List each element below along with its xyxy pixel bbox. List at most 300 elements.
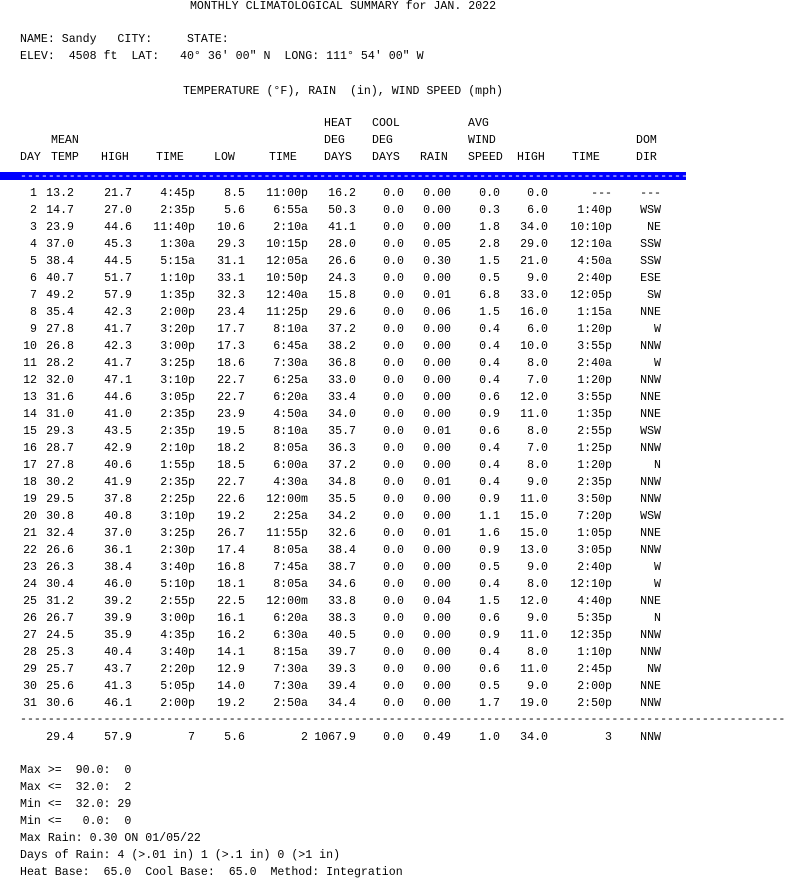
cell-avg-wind-speed: 0.4 [479,340,500,353]
cell-wind-high-time: 3:55p [577,340,612,353]
cell-low-time: 4:50a [273,408,308,421]
header-cool-deg-days: COOL [372,117,400,130]
cell-cool-deg-days: 0.0 [383,646,404,659]
cell-low-temp: 5.6 [224,204,245,217]
cell-mean-temp: 32.4 [46,527,74,540]
cell-dom-dir: NW [647,663,661,676]
cell-avg-wind-speed: 2.8 [479,238,500,251]
cell-day: 29 [23,663,37,676]
header-avg-wind-speed: AVG [468,117,489,130]
cell-heat-deg-days: 38.4 [328,544,356,557]
cell-avg-wind-speed: 0.5 [479,272,500,285]
cell-avg-wind-speed: 0.9 [479,544,500,557]
cell-rain: 0.05 [423,238,451,251]
cell-high-time: 1:35p [160,289,195,302]
cell-mean-temp: 25.7 [46,663,74,676]
cell-mean-temp: 26.8 [46,340,74,353]
cell-wind-high-time: 1:20p [577,459,612,472]
cell-rain: 0.00 [423,272,451,285]
cell-avg-wind-speed: 1.1 [479,510,500,523]
cell-heat-deg-days: 33.0 [328,374,356,387]
cell-high-time: 3:05p [160,391,195,404]
cell-avg-wind-speed: 0.4 [479,646,500,659]
cell-heat-deg-days: 34.6 [328,578,356,591]
cell-heat-deg-days: 38.2 [328,340,356,353]
cell-avg-wind-speed: 1.5 [479,255,500,268]
cell-wind-high-time: 7:20p [577,510,612,523]
summary-line: Min <= 32.0: 29 [20,798,132,811]
cell-wind-high-time: 1:35p [577,408,612,421]
cell-high-time: 2:55p [160,595,195,608]
cell-cool-deg-days: 0.0 [383,476,404,489]
cell-rain: 0.00 [423,680,451,693]
summary-line: Max <= 32.0: 2 [20,781,132,794]
totals-separator: -------------------------------------------------------------------------------------------------------------- [20,713,785,726]
cell-wind-high: 7.0 [527,442,548,455]
cell-high-time: 2:20p [160,663,195,676]
cell-avg-wind-speed: 0.6 [479,425,500,438]
cell-low-time: 11:25p [266,306,308,319]
total-heat-deg-days: 1067.9 [314,731,356,744]
cell-high-temp: 40.4 [104,646,132,659]
cell-mean-temp: 25.3 [46,646,74,659]
cell-low-time: 6:30a [273,629,308,642]
cell-rain: 0.30 [423,255,451,268]
cell-avg-wind-speed: 0.4 [479,357,500,370]
cell-low-temp: 22.5 [217,595,245,608]
cell-wind-high-time: 12:05p [570,289,612,302]
cell-high-time: 3:40p [160,646,195,659]
cell-dom-dir: NNE [640,680,661,693]
cell-heat-deg-days: 34.8 [328,476,356,489]
cell-wind-high-time: 2:55p [577,425,612,438]
header-separator: -------------------------------------------------------------------------------------------------------------- [20,170,785,183]
cell-cool-deg-days: 0.0 [383,544,404,557]
header-wind-high-time: TIME [572,151,600,164]
cell-cool-deg-days: 0.0 [383,323,404,336]
cell-day: 23 [23,561,37,574]
cell-low-temp: 14.0 [217,680,245,693]
cell-high-temp: 40.6 [104,459,132,472]
cell-avg-wind-speed: 1.5 [479,306,500,319]
cell-rain: 0.00 [423,561,451,574]
cell-avg-wind-speed: 0.3 [479,204,500,217]
cell-high-temp: 47.1 [104,374,132,387]
cell-dom-dir: NNE [640,408,661,421]
cell-day: 22 [23,544,37,557]
cell-dom-dir: SSW [640,255,661,268]
cell-dom-dir: W [654,323,661,336]
header-low-temp: LOW [214,151,235,164]
cell-wind-high: 11.0 [520,629,548,642]
cell-heat-deg-days: 50.3 [328,204,356,217]
cell-low-temp: 33.1 [217,272,245,285]
cell-low-time: 12:00m [266,493,308,506]
cell-wind-high: 11.0 [520,493,548,506]
cell-rain: 0.00 [423,459,451,472]
cell-low-temp: 29.3 [217,238,245,251]
cell-cool-deg-days: 0.0 [383,680,404,693]
cell-low-time: 6:45a [273,340,308,353]
cell-low-temp: 18.6 [217,357,245,370]
cell-rain: 0.00 [423,442,451,455]
header-heat-deg-days: DEG [324,134,345,147]
cell-day: 26 [23,612,37,625]
cell-low-time: 6:25a [273,374,308,387]
cell-high-time: 5:10p [160,578,195,591]
cell-wind-high: 16.0 [520,306,548,319]
cell-avg-wind-speed: 0.5 [479,561,500,574]
cell-mean-temp: 31.6 [46,391,74,404]
cell-heat-deg-days: 34.4 [328,697,356,710]
cell-rain: 0.00 [423,578,451,591]
cell-dom-dir: NNW [640,646,661,659]
cell-high-time: 3:10p [160,374,195,387]
cell-wind-high-time: 10:10p [570,221,612,234]
cell-wind-high: 9.0 [527,612,548,625]
cell-wind-high-time: 2:45p [577,663,612,676]
cell-cool-deg-days: 0.0 [383,255,404,268]
cell-high-time: 1:55p [160,459,195,472]
cell-heat-deg-days: 41.1 [328,221,356,234]
cell-dom-dir: NNW [640,476,661,489]
cell-heat-deg-days: 29.6 [328,306,356,319]
cell-day: 13 [23,391,37,404]
cell-dom-dir: W [654,357,661,370]
cell-day: 2 [30,204,37,217]
units-subtitle: TEMPERATURE (°F), RAIN (in), WIND SPEED (mph) [182,85,504,98]
cell-rain: 0.04 [423,595,451,608]
cell-dom-dir: NE [647,221,661,234]
cell-low-temp: 23.9 [217,408,245,421]
cell-low-temp: 17.3 [217,340,245,353]
cell-low-time: 7:30a [273,663,308,676]
header-wind-high: HIGH [517,151,545,164]
cell-low-time: 6:00a [273,459,308,472]
cell-cool-deg-days: 0.0 [383,374,404,387]
cell-low-time: 2:50a [273,697,308,710]
cell-wind-high-time: --- [591,187,612,200]
cell-day: 3 [30,221,37,234]
cell-high-temp: 57.9 [104,289,132,302]
cell-high-temp: 46.1 [104,697,132,710]
summary-line: Min <= 0.0: 0 [20,815,132,828]
cell-low-time: 8:05a [273,578,308,591]
cell-mean-temp: 31.2 [46,595,74,608]
header-dom-dir: DIR [636,151,657,164]
cell-dom-dir: SSW [640,238,661,251]
station-location-line: ELEV: 4508 ft LAT: 40° 36' 00" N LONG: 111° 54' 00" W [20,50,424,63]
cell-mean-temp: 32.0 [46,374,74,387]
cell-high-time: 5:15a [160,255,195,268]
cell-low-time: 7:30a [273,357,308,370]
cell-wind-high: 8.0 [527,646,548,659]
cell-high-temp: 51.7 [104,272,132,285]
cell-low-temp: 22.7 [217,391,245,404]
header-day: DAY [20,151,41,164]
cell-high-time: 3:20p [160,323,195,336]
cell-wind-high: 15.0 [520,527,548,540]
cell-high-temp: 37.0 [104,527,132,540]
cell-dom-dir: N [654,459,661,472]
cell-high-temp: 43.7 [104,663,132,676]
cell-high-time: 2:35p [160,476,195,489]
cell-wind-high-time: 1:20p [577,323,612,336]
cell-wind-high: 9.0 [527,272,548,285]
header-low-time: TIME [269,151,297,164]
cell-wind-high-time: 1:25p [577,442,612,455]
cell-high-temp: 37.8 [104,493,132,506]
cell-wind-high-time: 2:40p [577,561,612,574]
header-heat-deg-days: DAYS [324,151,352,164]
cell-mean-temp: 29.5 [46,493,74,506]
cell-dom-dir: SW [647,289,661,302]
cell-high-temp: 44.6 [104,391,132,404]
summary-line: Max >= 90.0: 0 [20,764,132,777]
cell-low-temp: 19.5 [217,425,245,438]
cell-rain: 0.00 [423,612,451,625]
cell-rain: 0.00 [423,544,451,557]
cell-wind-high: 8.0 [527,459,548,472]
cell-heat-deg-days: 26.6 [328,255,356,268]
cell-high-temp: 41.9 [104,476,132,489]
cell-dom-dir: NNE [640,306,661,319]
cell-heat-deg-days: 40.5 [328,629,356,642]
cell-low-time: 8:05a [273,442,308,455]
cell-low-temp: 17.4 [217,544,245,557]
cell-heat-deg-days: 28.0 [328,238,356,251]
cell-rain: 0.01 [423,425,451,438]
header-mean-temp: MEAN [51,134,79,147]
cell-low-temp: 16.1 [217,612,245,625]
cell-rain: 0.00 [423,391,451,404]
cell-wind-high-time: 2:00p [577,680,612,693]
cell-heat-deg-days: 34.2 [328,510,356,523]
cell-low-time: 8:10a [273,425,308,438]
cell-rain: 0.00 [423,221,451,234]
cell-wind-high: 29.0 [520,238,548,251]
cell-day: 19 [23,493,37,506]
cell-wind-high: 11.0 [520,663,548,676]
cell-low-temp: 18.2 [217,442,245,455]
cell-low-time: 7:45a [273,561,308,574]
cell-low-time: 8:15a [273,646,308,659]
cell-rain: 0.00 [423,510,451,523]
summary-line: Max Rain: 0.30 ON 01/05/22 [20,832,201,845]
cell-wind-high: 0.0 [527,187,548,200]
cell-mean-temp: 28.2 [46,357,74,370]
cell-rain: 0.00 [423,340,451,353]
cell-heat-deg-days: 35.7 [328,425,356,438]
cell-day: 15 [23,425,37,438]
cell-cool-deg-days: 0.0 [383,527,404,540]
cell-cool-deg-days: 0.0 [383,612,404,625]
cell-rain: 0.01 [423,476,451,489]
cell-day: 14 [23,408,37,421]
total-avg-wind-speed: 1.0 [479,731,500,744]
cell-wind-high-time: 3:55p [577,391,612,404]
cell-mean-temp: 30.6 [46,697,74,710]
cell-mean-temp: 26.6 [46,544,74,557]
cell-wind-high-time: 12:10p [570,578,612,591]
cell-wind-high-time: 1:10p [577,646,612,659]
cell-day: 18 [23,476,37,489]
cell-mean-temp: 24.5 [46,629,74,642]
cell-dom-dir: W [654,561,661,574]
cell-avg-wind-speed: 0.6 [479,391,500,404]
cell-cool-deg-days: 0.0 [383,357,404,370]
cell-low-time: 12:40a [266,289,308,302]
cell-high-time: 4:35p [160,629,195,642]
cell-rain: 0.01 [423,527,451,540]
cell-wind-high-time: 4:50a [577,255,612,268]
total-wind-high: 34.0 [520,731,548,744]
cell-low-temp: 19.2 [217,697,245,710]
cell-cool-deg-days: 0.0 [383,459,404,472]
cell-high-time: 1:10p [160,272,195,285]
cell-day: 5 [30,255,37,268]
cell-low-time: 12:05a [266,255,308,268]
cell-cool-deg-days: 0.0 [383,663,404,676]
cell-low-time: 8:05a [273,544,308,557]
cell-avg-wind-speed: 0.0 [479,187,500,200]
cell-avg-wind-speed: 0.5 [479,680,500,693]
cell-low-time: 11:00p [266,187,308,200]
cell-high-temp: 42.9 [104,442,132,455]
cell-mean-temp: 14.7 [46,204,74,217]
cell-low-time: 6:20a [273,612,308,625]
cell-heat-deg-days: 16.2 [328,187,356,200]
cell-mean-temp: 26.7 [46,612,74,625]
cell-day: 11 [23,357,37,370]
cell-cool-deg-days: 0.0 [383,493,404,506]
cell-high-time: 3:10p [160,510,195,523]
cell-mean-temp: 35.4 [46,306,74,319]
cell-low-temp: 12.9 [217,663,245,676]
cell-mean-temp: 26.3 [46,561,74,574]
cell-dom-dir: NNW [640,629,661,642]
cell-avg-wind-speed: 0.6 [479,612,500,625]
cell-wind-high-time: 12:35p [570,629,612,642]
cell-cool-deg-days: 0.0 [383,187,404,200]
cell-heat-deg-days: 38.7 [328,561,356,574]
cell-low-temp: 14.1 [217,646,245,659]
cell-heat-deg-days: 36.3 [328,442,356,455]
cell-mean-temp: 27.8 [46,459,74,472]
cell-dom-dir: N [654,612,661,625]
cell-high-temp: 42.3 [104,306,132,319]
cell-high-temp: 35.9 [104,629,132,642]
cell-mean-temp: 23.9 [46,221,74,234]
cell-high-temp: 42.3 [104,340,132,353]
cell-cool-deg-days: 0.0 [383,391,404,404]
cell-high-time: 1:30a [160,238,195,251]
cell-high-time: 2:25p [160,493,195,506]
cell-high-time: 2:35p [160,204,195,217]
cell-mean-temp: 27.8 [46,323,74,336]
cell-rain: 0.00 [423,408,451,421]
cell-heat-deg-days: 39.3 [328,663,356,676]
cell-heat-deg-days: 37.2 [328,459,356,472]
cell-day: 6 [30,272,37,285]
cell-heat-deg-days: 24.3 [328,272,356,285]
cell-high-time: 3:00p [160,340,195,353]
cell-avg-wind-speed: 0.9 [479,493,500,506]
cell-rain: 0.01 [423,289,451,302]
cell-dom-dir: NNW [640,340,661,353]
cell-heat-deg-days: 15.8 [328,289,356,302]
cell-wind-high: 9.0 [527,680,548,693]
cell-low-time: 2:10a [273,221,308,234]
cell-cool-deg-days: 0.0 [383,442,404,455]
cell-low-time: 11:55p [266,527,308,540]
cell-mean-temp: 40.7 [46,272,74,285]
total-high-temp: 57.9 [104,731,132,744]
total-low-time: 2 [301,731,308,744]
cell-high-time: 3:25p [160,527,195,540]
total-cool-deg-days: 0.0 [383,731,404,744]
cell-high-time: 2:00p [160,306,195,319]
cell-low-time: 2:25a [273,510,308,523]
cell-mean-temp: 30.8 [46,510,74,523]
cell-day: 4 [30,238,37,251]
cell-low-temp: 26.7 [217,527,245,540]
cell-high-time: 4:45p [160,187,195,200]
cell-low-time: 6:55a [273,204,308,217]
cell-wind-high-time: 2:35p [577,476,612,489]
cell-heat-deg-days: 35.5 [328,493,356,506]
cell-day: 9 [30,323,37,336]
cell-dom-dir: NNE [640,595,661,608]
cell-cool-deg-days: 0.0 [383,204,404,217]
cell-cool-deg-days: 0.0 [383,561,404,574]
cell-mean-temp: 28.7 [46,442,74,455]
cell-high-time: 2:10p [160,442,195,455]
cell-high-time: 2:30p [160,544,195,557]
cell-high-time: 2:35p [160,425,195,438]
cell-avg-wind-speed: 1.8 [479,221,500,234]
cell-low-temp: 10.6 [217,221,245,234]
cell-high-temp: 39.2 [104,595,132,608]
cell-low-temp: 18.5 [217,459,245,472]
cell-high-temp: 21.7 [104,187,132,200]
cell-high-time: 2:00p [160,697,195,710]
cell-day: 17 [23,459,37,472]
header-avg-wind-speed: WIND [468,134,496,147]
cell-cool-deg-days: 0.0 [383,221,404,234]
cell-mean-temp: 38.4 [46,255,74,268]
header-rain: RAIN [420,151,448,164]
cell-day: 27 [23,629,37,642]
cell-dom-dir: NNW [640,442,661,455]
cell-dom-dir: NNW [640,374,661,387]
cell-day: 20 [23,510,37,523]
cell-low-time: 6:20a [273,391,308,404]
total-rain: 0.49 [423,731,451,744]
cell-wind-high-time: 12:10a [570,238,612,251]
cell-wind-high: 11.0 [520,408,548,421]
cell-dom-dir: NNW [640,544,661,557]
cell-day: 16 [23,442,37,455]
cell-avg-wind-speed: 0.4 [479,442,500,455]
cell-low-temp: 8.5 [224,187,245,200]
cell-day: 21 [23,527,37,540]
cell-dom-dir: ESE [640,272,661,285]
cell-low-time: 8:10a [273,323,308,336]
cell-high-temp: 43.5 [104,425,132,438]
cell-day: 10 [23,340,37,353]
header-cool-deg-days: DAYS [372,151,400,164]
